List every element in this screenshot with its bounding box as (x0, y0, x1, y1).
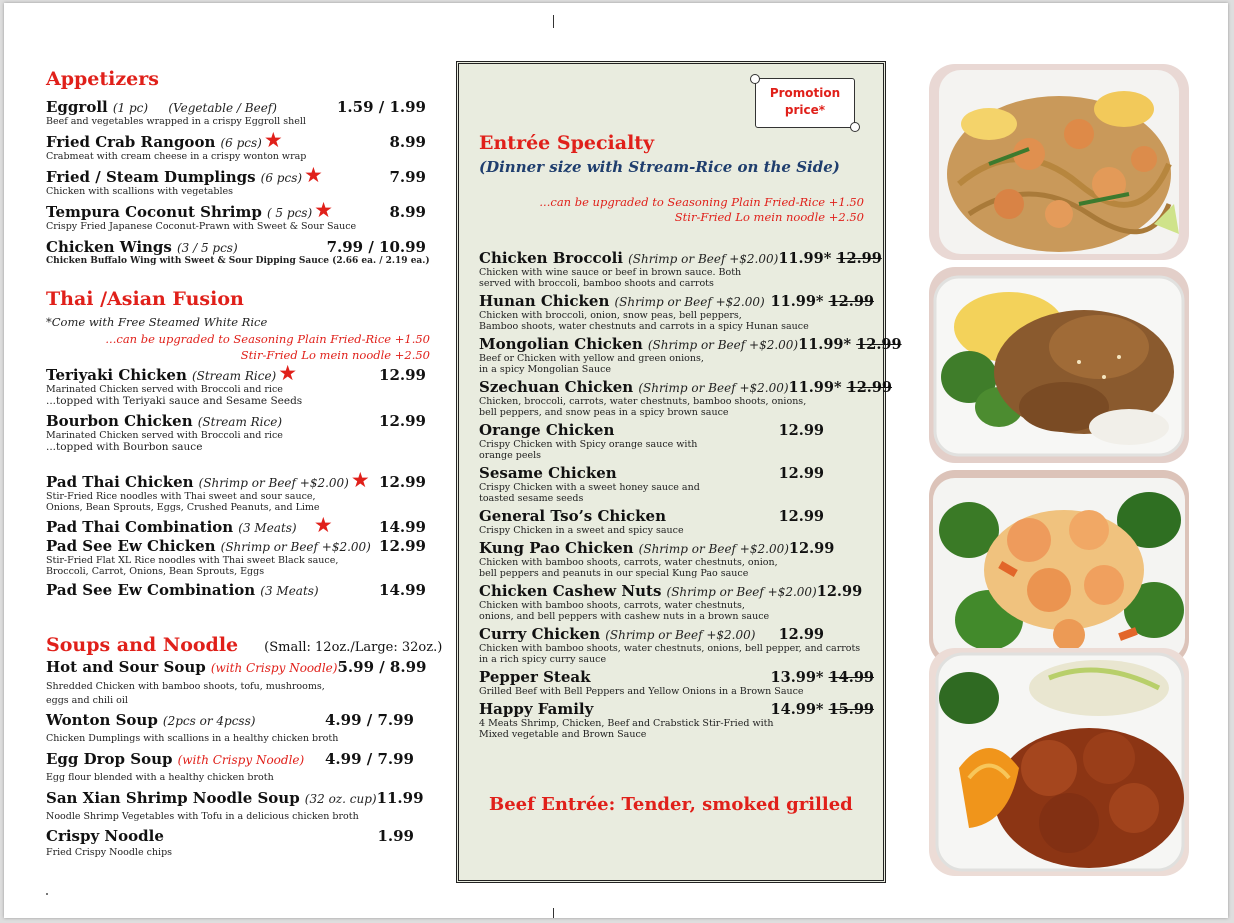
price-current: 11.99* (788, 379, 842, 396)
item-name: Pad See Ew Chicken (46, 537, 216, 555)
item-note: (3 Meats) (238, 521, 297, 535)
item-description: Egg flour blended with a healthy chicken broth (46, 772, 274, 783)
entree-item (479, 667, 874, 697)
item-name: Chicken Cashew Nuts (479, 582, 662, 600)
item-note: (Stream Rice) (197, 415, 283, 429)
item-note: (with Crispy Noodle) (210, 661, 338, 675)
entree-item (479, 538, 874, 579)
menu-item (46, 237, 430, 267)
item-price (798, 336, 901, 353)
item-description: Chicken with bamboo shoots, water chestnuts, onions, bell pepper, and carrots (479, 643, 861, 654)
item-name: Chicken Wings (46, 238, 172, 256)
item-price: 8.99 (389, 133, 426, 151)
item-name: Szechuan Chicken (479, 378, 634, 396)
page-dot (46, 893, 48, 895)
price-current: 12.99 (778, 626, 824, 643)
item-note: (6 pcs) (220, 136, 262, 150)
item-description: ...topped with Teriyaki sauce and Sesame Seeds (46, 395, 303, 407)
menu-item (46, 710, 426, 744)
star-icon: ★ (263, 128, 283, 152)
item-price (771, 701, 874, 718)
item-description: bell peppers and peanuts in our special Kung Pao sauce (479, 568, 749, 579)
entree-item (479, 291, 874, 332)
item-description: in a rich spicy curry sauce (479, 654, 607, 665)
item-description: Chicken with wine sauce or beef in brown sauce. Both (479, 267, 742, 278)
item-note: (Shrimp or Beef +$2.00) (198, 476, 349, 490)
star-icon: ★ (304, 163, 323, 187)
orange-chicken-photo (929, 648, 1189, 876)
soup-size-note: (Small: 12oz./Large: 32oz.) (264, 640, 443, 655)
entree-title: Entrée Specialty (479, 132, 655, 154)
item-description: Marinated Chicken served with Broccoli and rice (46, 430, 283, 441)
promo-line: price* (784, 103, 826, 117)
item-price: 12.99 (379, 412, 426, 430)
price-current: 13.99* (770, 669, 824, 686)
menu-item (46, 513, 426, 537)
price-current: 11.99* (798, 336, 852, 353)
item-note: (3 Meats) (260, 584, 319, 598)
item-price: 4.99 / 7.99 (325, 750, 414, 768)
price-old: 14.99 (828, 669, 874, 686)
item-name: Hot and Sour Soup (46, 658, 206, 676)
item-name: Fried Crab Rangoon (46, 133, 216, 151)
menu-item (46, 411, 426, 454)
item-name: Teriyaki Chicken (46, 366, 187, 384)
item-name: Pad Thai Combination (46, 518, 234, 536)
item-description: toasted sesame seeds (479, 493, 584, 504)
price-old: 12.99 (836, 250, 882, 267)
item-name: Tempura Coconut Shrimp (46, 203, 262, 221)
item-name: Curry Chicken (479, 625, 601, 643)
item-note: (with Crispy Noodle) (177, 753, 305, 767)
item-note: ( 5 pcs) (266, 206, 313, 220)
menu-item (46, 536, 426, 577)
item-description: Chicken with bamboo shoots, carrots, water chestnuts, (479, 600, 745, 611)
entree-item (479, 699, 874, 740)
teriyaki-chicken-photo (929, 267, 1189, 463)
item-description: Crispy Chicken in a sweet and spicy sauce (479, 525, 684, 536)
item-name: General Tso’s Chicken (479, 507, 666, 525)
item-price (771, 669, 874, 686)
price-current: 12.99 (778, 465, 824, 482)
upgrade-note: Stir-Fried Lo mein noodle +2.50 (240, 348, 430, 362)
entree-item (479, 334, 902, 375)
item-description: Marinated Chicken served with Broccoli and rice (46, 384, 283, 395)
item-price: 14.99 (379, 581, 426, 599)
item-name: Fried / Steam Dumplings (46, 168, 256, 186)
item-description: Crispy Chicken with Spicy orange sauce with (479, 439, 698, 450)
item-name: Egg Drop Soup (46, 750, 173, 768)
item-note: (Shrimp or Beef +$2.00) (666, 585, 817, 599)
price-old: 12.99 (856, 336, 902, 353)
promo-line: Promotion (769, 86, 841, 100)
upgrade-note: ...can be upgraded to Seasoning Plain Fried-Rice +1.50 (105, 332, 430, 346)
item-name: Pad Thai Chicken (46, 473, 194, 491)
price-current: 14.99* (770, 701, 824, 718)
menu-page (4, 3, 1228, 918)
item-name: Pepper Steak (479, 668, 591, 686)
upgrade-note: ...can be upgraded to Seasoning Plain Fried-Rice +1.50 (539, 195, 864, 209)
item-name: Bourbon Chicken (46, 412, 193, 430)
item-name: Hunan Chicken (479, 292, 610, 310)
item-description: in a spicy Mongolian Sauce (479, 364, 612, 375)
item-price: 12.99 (379, 366, 426, 384)
item-description: Broccoli, Carrot, Onions, Bean Sprouts, Eggs (46, 566, 265, 577)
item-note: (Shrimp or Beef +$2.00) (638, 542, 789, 556)
item-description: Shredded Chicken with bamboo shoots, tofu, mushrooms, (46, 681, 325, 692)
item-name: Happy Family (479, 700, 594, 718)
menu-item (46, 97, 426, 127)
item-price: 5.99 / 8.99 (337, 658, 427, 676)
item-note: (Shrimp or Beef +$2.00) (220, 540, 371, 554)
item-note: (Shrimp or Beef +$2.00) (647, 338, 799, 352)
item-name: Pad See Ew Combination (46, 581, 256, 599)
entree-list (479, 248, 902, 742)
item-price: 4.99 / 7.99 (325, 711, 414, 729)
menu-item (46, 128, 426, 162)
menu-item (46, 827, 426, 858)
item-price: 7.99 / 10.99 (326, 238, 426, 256)
item-price: 8.99 (389, 203, 426, 221)
entree-specialty-panel (456, 61, 902, 883)
item-price: 12.99 (379, 473, 426, 491)
item-description: Grilled Beef with Bell Peppers and Yellow Onions in a Brown Sauce (479, 686, 804, 697)
item-price: 12.99 (379, 537, 426, 555)
item-description: Chicken Dumplings with scallions in a healthy chicken broth (46, 733, 339, 744)
item-price (779, 508, 824, 525)
menu-item (46, 580, 426, 599)
item-description: Stir-Fried Flat XL Rice noodles with Thai sweet Black sauce, (46, 555, 339, 566)
item-price (779, 465, 824, 482)
star-icon: ★ (313, 513, 333, 537)
entree-item (479, 463, 874, 504)
price-old: 12.99 (846, 379, 893, 396)
item-description: Bamboo shoots, water chestnuts and carrots in a spicy Hunan sauce (479, 321, 809, 332)
menu-item (46, 198, 426, 232)
item-name: Wonton Soup (46, 711, 158, 729)
item-note: (Shrimp or Beef +$2.00) (638, 381, 789, 395)
item-name: Crispy Noodle (46, 827, 164, 845)
item-note: (1 pc) (112, 101, 149, 115)
item-description: Mixed vegetable and Brown Sauce (479, 729, 647, 740)
item-description: Beef or Chicken with yellow and green onions, (479, 353, 704, 364)
item-description: onions, and bell peppers with cashew nuts in a brown sauce (479, 611, 770, 622)
page-crop-mark (553, 15, 554, 28)
beef-entree-title: Beef Entrée: Tender, smoked grilled (489, 794, 853, 815)
star-icon: ★ (278, 361, 298, 385)
item-description: 4 Meats Shrimp, Chicken, Beef and Crabstick Stir-Fried with (479, 718, 774, 729)
item-description: Fried Crispy Noodle chips (46, 847, 173, 858)
menu-item (46, 163, 426, 197)
item-note: (6 pcs) (260, 171, 303, 185)
free-rice-note: *Come with Free Steamed White Rice (46, 315, 268, 329)
item-description: Crispy Chicken with a sweet honey sauce and (479, 482, 700, 493)
item-description: served with broccoli, bamboo shoots and carrots (479, 278, 714, 289)
entree-item (479, 248, 882, 289)
appetizers-title: Appetizers (46, 68, 159, 90)
item-name: Mongolian Chicken (479, 335, 643, 353)
item-name: Eggroll (46, 98, 108, 116)
upgrade-note: Stir-Fried Lo mein noodle +2.50 (674, 210, 864, 224)
price-current: 11.99* (778, 250, 832, 267)
star-icon: ★ (314, 198, 333, 222)
item-description: Chicken with broccoli, onion, snow peas, bell peppers, (479, 310, 742, 321)
item-description: Stir-Fried Rice noodles with Thai sweet and sour sauce, (46, 491, 316, 502)
item-description: Chicken, broccoli, carrots, water chestnuts, bamboo shoots, onions, (479, 396, 807, 407)
item-price (778, 250, 881, 267)
item-note: (Shrimp or Beef +$2.00) (605, 628, 756, 642)
soups-title: Soups and Noodle (46, 634, 239, 656)
item-description: eggs and chili oil (46, 695, 128, 706)
item-price (779, 626, 824, 643)
price-current: 12.99 (816, 583, 863, 600)
entree-item (479, 581, 874, 622)
price-current: 12.99 (788, 540, 835, 557)
item-price (789, 540, 834, 557)
item-description: Chicken Buffalo Wing with Sweet & Sour Dipping Sauce (2.66 ea. / 2.19 ea.) (46, 256, 430, 266)
item-note: (Shrimp or Beef +$2.00) (628, 252, 779, 266)
menu-item (46, 468, 426, 513)
promotion-price-scroll (755, 78, 855, 128)
item-note: (Shrimp or Beef +$2.00) (614, 295, 765, 309)
food-photos (929, 64, 1189, 876)
price-current: 12.99 (778, 422, 824, 439)
item-note: (2pcs or 4pcss) (162, 714, 256, 728)
menu-item (46, 788, 426, 822)
entree-item (479, 377, 893, 418)
item-price (817, 583, 862, 600)
price-old: 12.99 (828, 293, 874, 310)
item-price: 1.99 (377, 827, 414, 845)
menu-item (46, 749, 426, 783)
item-price (779, 422, 824, 439)
item-description: Crispy Fried Japanese Coconut-Prawn with Sweet & Sour Sauce (46, 221, 357, 232)
item-note: (Stream Rice) (191, 369, 277, 383)
item-description: Beef and vegetables wrapped in a crispy Eggroll shell (46, 116, 306, 127)
item-description: Chicken with scallions with vegetables (46, 186, 234, 197)
item-description: Onions, Bean Sprouts, Eggs, Crushed Peanuts, and Lime (46, 502, 320, 513)
item-note: (Vegetable / Beef) (168, 101, 277, 115)
left-column (46, 67, 443, 858)
item-description: bell peppers, and snow peas in a spicy brown sauce (479, 407, 729, 418)
item-description: Chicken with bamboo shoots, carrots, water chestnuts, onion, (479, 557, 778, 568)
item-price (771, 293, 874, 310)
price-current: 12.99 (778, 508, 824, 525)
item-price: 14.99 (379, 518, 426, 536)
item-description: Crabmeat with cream cheese in a crispy wonton wrap (46, 151, 307, 162)
shrimp-lo-mein-photo (929, 64, 1189, 260)
thai-fusion-title: Thai /Asian Fusion (46, 288, 244, 310)
entree-item (479, 420, 874, 461)
item-description: orange peels (479, 450, 542, 461)
page-crop-mark (553, 908, 554, 918)
item-price: 7.99 (389, 168, 426, 186)
entree-upgrade-notes (474, 195, 864, 224)
menu-item (46, 657, 426, 708)
item-price: 1.59 / 1.99 (337, 98, 426, 116)
entree-item (479, 624, 874, 665)
item-name: Orange Chicken (479, 421, 615, 439)
item-name: Sesame Chicken (479, 464, 617, 482)
entree-subtitle: (Dinner size with Stream-Rice on the Side) (479, 158, 840, 176)
item-name: San Xian Shrimp Noodle Soup (46, 789, 300, 807)
item-description: ...topped with Bourbon sauce (46, 441, 203, 453)
item-name: Chicken Broccoli (479, 249, 623, 267)
item-price: 11.99 (376, 789, 424, 807)
price-old: 15.99 (828, 701, 874, 718)
item-price (789, 379, 892, 396)
shrimp-broccoli-photo (929, 470, 1189, 666)
star-icon: ★ (350, 468, 370, 492)
menu-item (46, 361, 426, 408)
item-note: (32 oz. cup) (304, 792, 377, 806)
item-description: Noodle Shrimp Vegetables with Tofu in a delicious chicken broth (46, 811, 359, 822)
item-name: Kung Pao Chicken (479, 539, 634, 557)
price-current: 11.99* (770, 293, 824, 310)
entree-item (479, 506, 874, 536)
item-note: (3 / 5 pcs) (176, 241, 238, 255)
